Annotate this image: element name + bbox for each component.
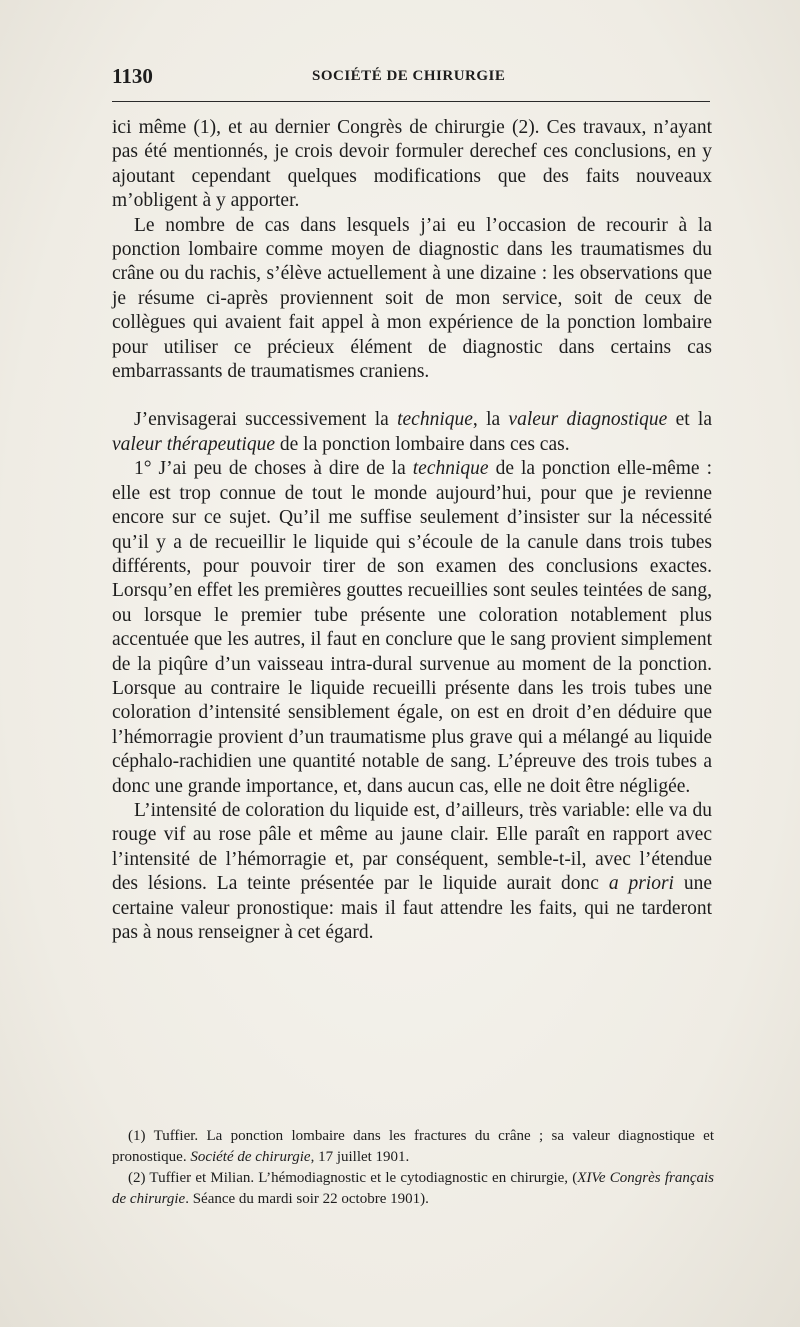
- emphasis-therapeutic-value: valeur thérapeutique: [112, 433, 275, 455]
- page-number: 1130: [112, 64, 153, 88]
- footnotes: [112, 1126, 714, 1210]
- emphasis-technique: technique: [412, 458, 489, 480]
- paragraph-case-count: Le nombre de cas dans lesquels j’ai eu l’occasion de recourir à la ponction lombaire comme moyen de diagnostic dans les traumatismes du crâne ou du rachis, s’élève actuellement à une dizaine : les observations que je résume ci-après proviennent soit de mon service, soit de ceux de collègues qui avaient fait appel à mon expérience de la ponction lombaire pour utiliser ce précieux élément de diagnostic dans certains cas embarrassants de traumatismes craniens.: [112, 214, 712, 383]
- paragraph-coloration: L’intensité de coloration du liquide est, d’ailleurs, très variable: elle va du rouge vif au rose pâle et même au jaune clair. Elle paraît en rapport avec l’intensité de l’hémorragie et, par conséquent, semble-t-il, avec l’étendue des lésions. La teinte présentée par le liquide aurait donc a priori une certaine valeur pronostique: mais il faut attendre les faits, qui ne tarderont pas à nous renseigner à cet égard.: [112, 799, 713, 943]
- emphasis-a-priori: a priori: [608, 873, 674, 895]
- header-rule: [112, 101, 710, 102]
- body-text: [112, 116, 712, 945]
- footnote-2: (2) Tuffier et Milian. L’hémodiagnostic et le cytodiagnostic en chirurgie, (XIVe Congrès français de chirurgie. Séance du mardi soir 22 octobre 1901).: [112, 1170, 714, 1207]
- paragraph-continued: ici même (1), et au dernier Congrès de chirurgie (2). Ces travaux, n’ayant pas été mentionnés, je crois devoir formuler derechef ces conclusions, en y ajoutant cependant quelques modifications que des faits nouveaux m’obligent à y apporter.: [112, 117, 712, 212]
- paragraph-outline: J’envisagerai successivement la technique, la valeur diagnostique et la valeur thérapeutique de la ponction lombaire dans ces cas.: [112, 409, 712, 455]
- emphasis-diagnostic-value: valeur diagnostique: [508, 409, 668, 431]
- emphasis-technique: technique: [397, 409, 473, 431]
- paragraph-technique: 1° J’ai peu de choses à dire de la technique de la ponction elle-même : elle est trop connue de tout le monde aujourd’hui, pour que je revienne encore sur ce sujet. Qu’il me suffise seulement d’insister sur la nécessité qu’il y a de recueillir le liquide qui s’écoule de la canule dans trois tubes différents, pour pouvoir tirer de son examen des conclusions exactes. Lorsqu’en effet les premières gouttes recueillies sont seules teintées de sang, ou lorsque le premier tube présente une coloration notablement plus accentuée que les autres, il faut en conclure que le sang provient simplement de la piqûre d’un vaisseau intra-dural survenue au moment de la ponction. Lorsque au contraire le liquide recueilli présente dans les trois tubes une coloration d’intensité sensiblement égale, on est en droit d’en déduire que l’hémorragie provient d’un traumatisme plus grave qui a mélangé au liquide céphalo-rachidien une quantité notable de sang. L’épreuve des trois tubes a donc une grande importance, et, dans aucun cas, elle ne doit être négligée.: [112, 458, 713, 797]
- running-title: SOCIÉTÉ DE CHIRURGIE: [312, 68, 506, 84]
- page-header: [112, 64, 710, 90]
- footnote-1: (1) Tuffier. La ponction lombaire dans les fractures du crâne ; sa valeur diagnostique et pronostique. Société de chirurgie, 17 juillet 1901.: [112, 1128, 714, 1165]
